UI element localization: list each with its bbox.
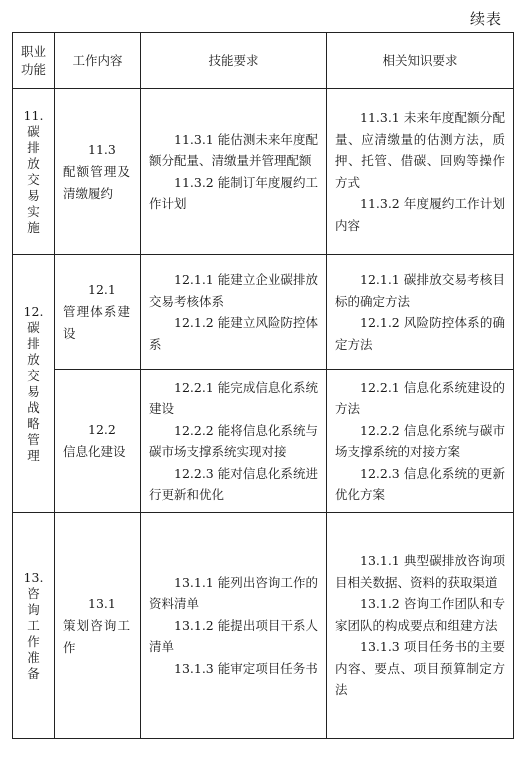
knowledge-cell xyxy=(327,513,514,739)
knowledge-item: 13.1.3 项目任务书的主要内容、要点、项目预算制定方法 xyxy=(335,639,505,698)
skill-item: 12.2.2 能将信息化系统与碳市场支撑系统实现对接 xyxy=(149,422,318,459)
header-work: 工作内容 xyxy=(55,33,141,89)
header-knowledge: 相关知识要求 xyxy=(327,33,514,89)
table-row xyxy=(13,370,514,513)
skill-item: 11.3.1 能估测未来年度配额分配量、清缴量并管理配额 xyxy=(149,131,318,168)
knowledge-item: 11.3.1 未来年度配额分配量、应清缴量的估测方法，质押、托管、借碳、回购等操作方式 xyxy=(335,110,505,190)
skill-item: 13.1.3 能审定项目任务书 xyxy=(174,660,318,676)
knowledge-cell xyxy=(327,370,514,513)
function-cell-11: 11. 碳排放交易实施 xyxy=(13,89,55,255)
skill-item: 12.1.1 能建立企业碳排放交易考核体系 xyxy=(149,272,318,309)
table-row xyxy=(13,89,514,255)
skill-item: 13.1.1 能列出咨询工作的资料清单 xyxy=(149,574,318,612)
work-content-cell: 13.1 策划咨询工作 xyxy=(55,513,141,739)
knowledge-item: 12.1.1 碳排放交易考核目标的确定方法 xyxy=(335,272,505,309)
knowledge-item: 12.2.3 信息化系统的更新优化方案 xyxy=(335,465,505,502)
skill-cell xyxy=(141,255,327,370)
skill-item: 12.2.1 能完成信息化系统建设 xyxy=(149,379,318,416)
table-row xyxy=(13,255,514,370)
skill-item: 11.3.2 能制订年度履约工作计划 xyxy=(149,174,318,211)
knowledge-item: 12.2.2 信息化系统与碳市场支撑系统的对接方案 xyxy=(335,422,505,459)
skill-item: 13.1.2 能提出项目干系人清单 xyxy=(149,617,318,655)
header-func: 职业功能 xyxy=(13,33,55,89)
work-content-cell: 12.2 信息化建设 xyxy=(55,370,141,513)
knowledge-item: 13.1.1 典型碳排放咨询项目相关数据、资料的获取渠道 xyxy=(335,553,505,590)
header-skill: 技能要求 xyxy=(141,33,327,89)
skill-item: 12.1.2 能建立风险防控体系 xyxy=(149,315,318,352)
function-cell-13: 13. 咨询工作准备 xyxy=(13,513,55,739)
skill-cell xyxy=(141,370,327,513)
work-content-cell: 12.1 管理体系建设 xyxy=(55,255,141,370)
function-cell-12: 12. 碳排放交易战略管理 xyxy=(13,255,55,513)
table-row xyxy=(13,513,514,739)
work-content-cell: 11.3 配额管理及清缴履约 xyxy=(55,89,141,255)
occupational-standard-table xyxy=(12,32,514,739)
skill-item: 12.2.3 能对信息化系统进行更新和优化 xyxy=(149,465,318,502)
continued-label: 续表 xyxy=(469,10,502,28)
knowledge-cell xyxy=(327,89,514,255)
knowledge-item: 13.1.2 咨询工作团队和专家团队的构成要点和组建方法 xyxy=(335,596,505,633)
knowledge-item: 12.1.2 风险防控体系的确定方法 xyxy=(335,315,505,352)
skill-cell xyxy=(141,89,327,255)
knowledge-item: 12.2.1 信息化系统建设的方法 xyxy=(335,379,505,416)
table-header-row xyxy=(13,33,514,89)
skill-cell xyxy=(141,513,327,739)
knowledge-cell xyxy=(327,255,514,370)
knowledge-item: 11.3.2 年度履约工作计划内容 xyxy=(335,196,505,233)
